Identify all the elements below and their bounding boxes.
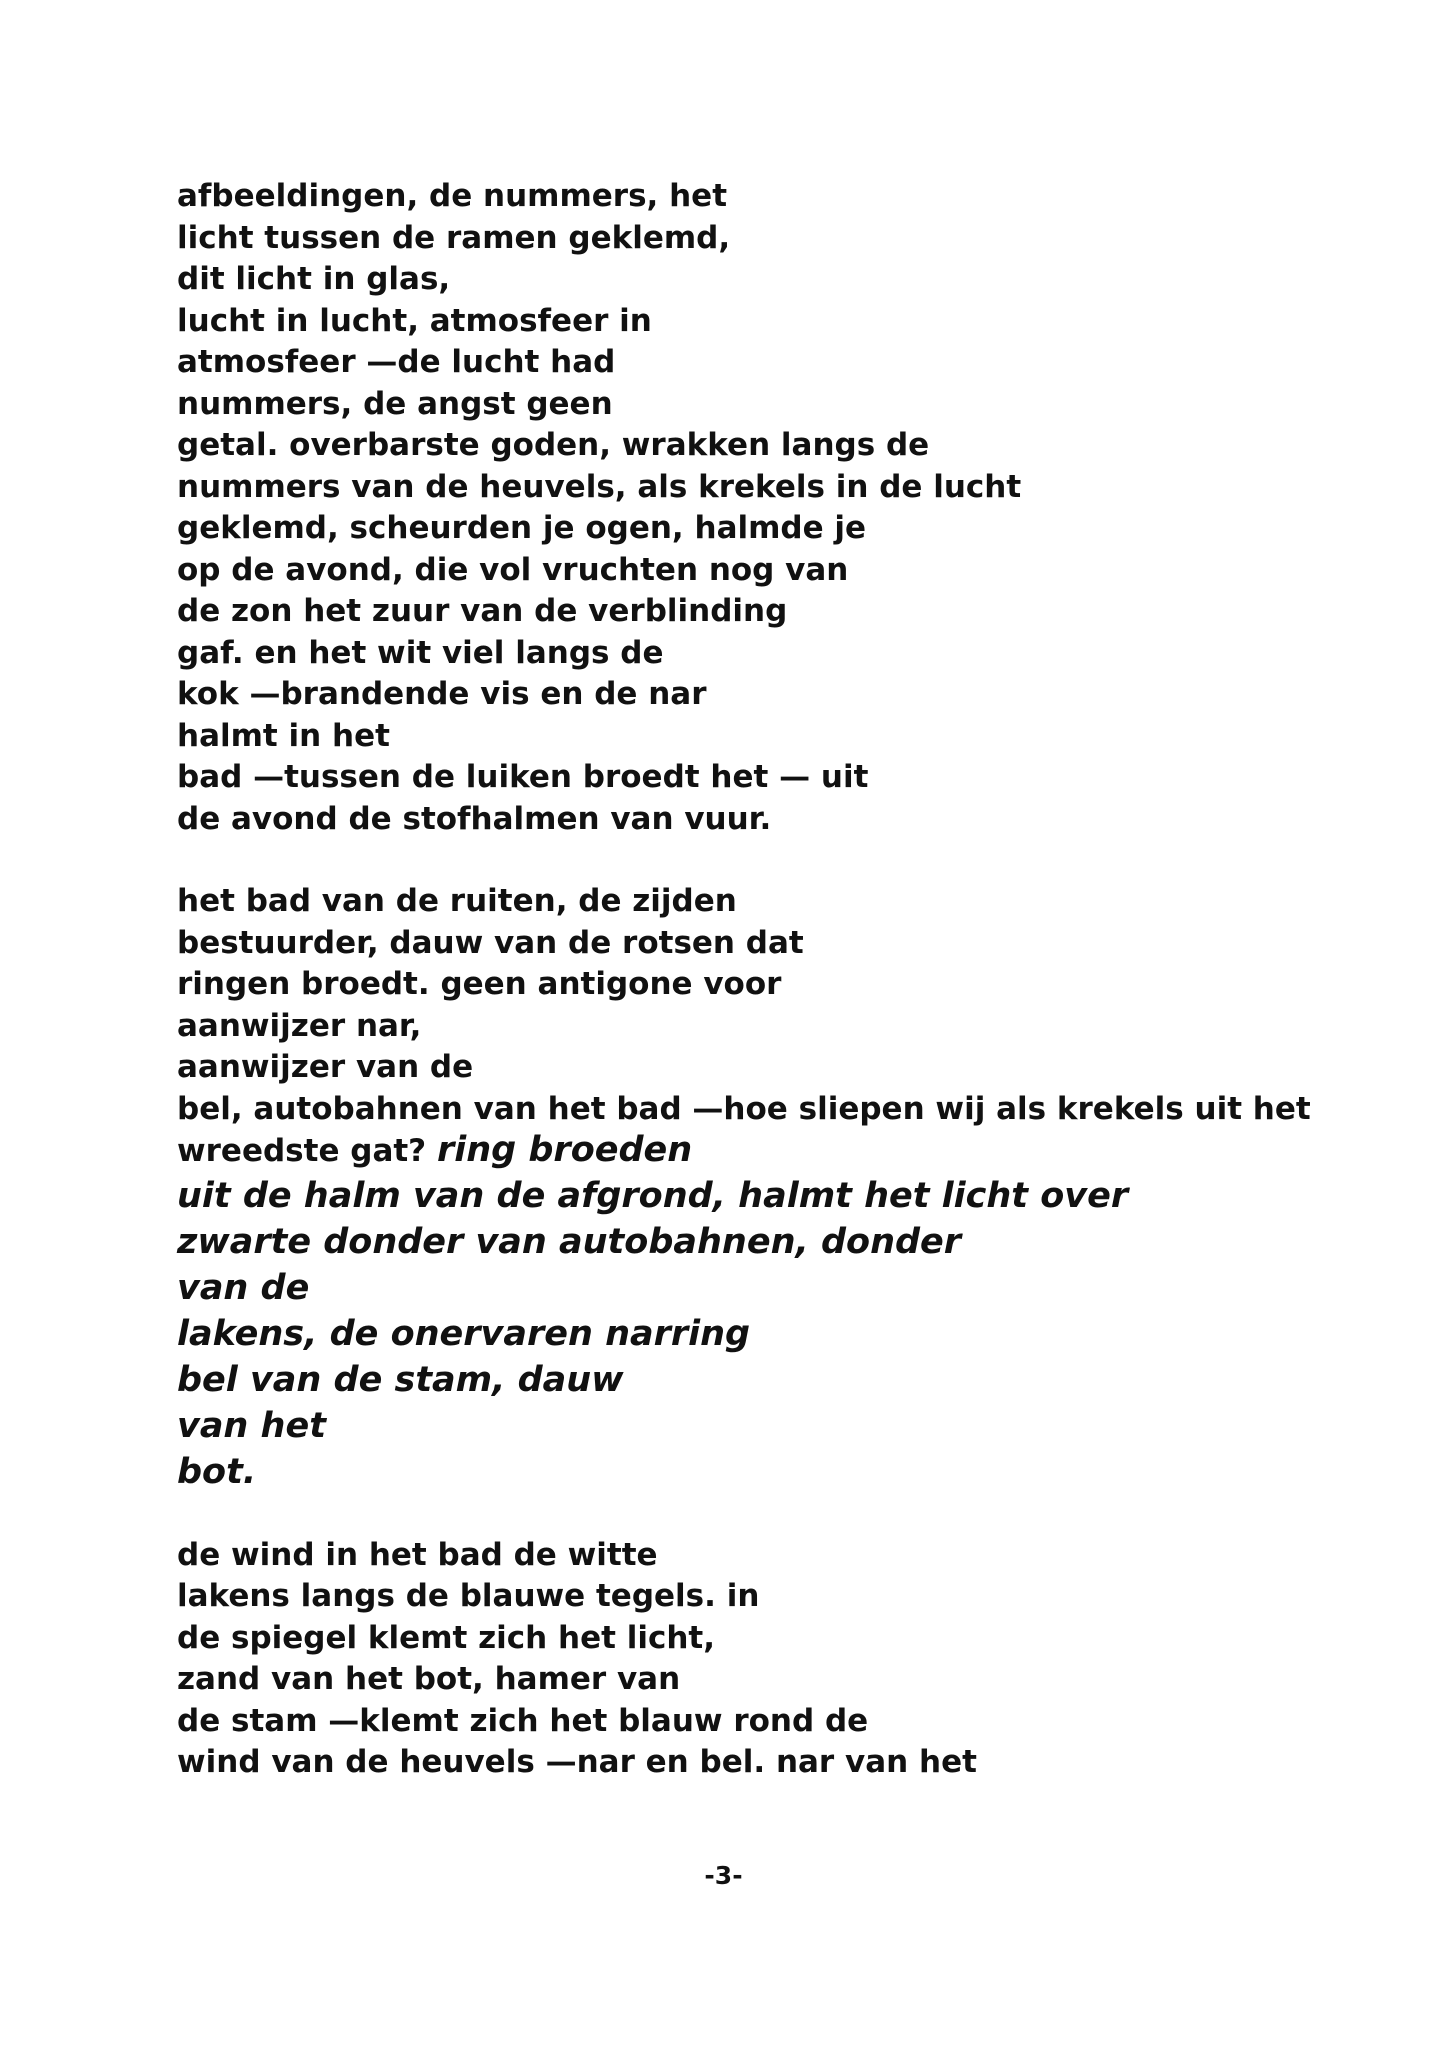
- poem-line: op de avond, die vol vruchten nog van: [177, 551, 849, 588]
- poem-line: wind van de heuvels —nar en bel. nar van het: [177, 1744, 977, 1780]
- poem-line-italic: bot.: [177, 1451, 257, 1492]
- page-number: -3-: [704, 1861, 743, 1890]
- poem-line: bad —tussen de luiken broedt het — uit: [177, 759, 869, 795]
- poem-line: geklemd, scheurden je ogen, halmde je: [177, 510, 867, 546]
- poem-line: lakens langs de blauwe tegels. in: [177, 1578, 760, 1614]
- poem-line: de wind in het bad de witte: [177, 1536, 658, 1573]
- poem-line: bel, autobahnen van het bad —hoe sliepen wij als krekels uit het: [177, 1090, 1311, 1127]
- poem-line: de stam —klemt zich het blauw rond de: [177, 1702, 869, 1739]
- poem-line-italic: lakens, de onervaren narring: [177, 1313, 751, 1354]
- poem-line-italic: zwarte donder van autobahnen, donder: [177, 1221, 962, 1262]
- poem-line: het bad van de ruiten, de zijden: [177, 883, 737, 919]
- poem-line: de avond de stofhalmen van vuur.: [177, 800, 772, 837]
- poem-line: zand van het bot, hamer van: [177, 1661, 681, 1697]
- poem-line: nummers van de heuvels, als krekels in de lucht: [177, 468, 1022, 505]
- poem-line: halmt in het: [177, 717, 390, 754]
- poem-line: licht tussen de ramen geklemd,: [177, 219, 731, 256]
- poem-line-italic: uit de halm van de afgrond, halmt het licht over: [177, 1175, 1129, 1216]
- stanza-3: [177, 1535, 1327, 1784]
- poem-line: atmosfeer —de lucht had: [177, 344, 616, 380]
- poem-line-regular-part: wreedste gat?: [177, 1133, 427, 1169]
- poem-line: nummers, de angst geen: [177, 385, 613, 422]
- poem-line: bestuurder, dauw van de rotsen dat: [177, 924, 804, 961]
- poem-line-italic: van het: [177, 1405, 326, 1446]
- poem-line: ringen broedt. geen antigone voor: [177, 966, 782, 1002]
- poem-line-italic: bel van de stam, dauw: [177, 1359, 624, 1400]
- poem-line: lucht in lucht, atmosfeer in: [177, 302, 652, 339]
- poem-line: aanwijzer nar,: [177, 1007, 422, 1044]
- poem-line: gaf. en het wit viel langs de: [177, 634, 664, 671]
- poem-line: afbeeldingen, de nummers, het: [177, 178, 728, 214]
- stanza-1: [177, 176, 1327, 840]
- poem-line: kok —brandende vis en de nar: [177, 676, 707, 712]
- poem-line: de spiegel klemt zich het licht,: [177, 1619, 716, 1656]
- stanza-break: [177, 1495, 1327, 1535]
- poem-line-italic: van de: [177, 1267, 310, 1308]
- stanza-break: [177, 840, 1327, 881]
- poem-line: getal. overbarste goden, wrakken langs de: [177, 427, 930, 463]
- poem-body: [177, 176, 1327, 1784]
- poem-line: de zon het zuur van de verblinding: [177, 593, 788, 629]
- poem-line: aanwijzer van de: [177, 1049, 474, 1085]
- stanza-2: [177, 881, 1327, 1495]
- poem-line-mixed: [177, 1130, 1327, 1173]
- poem-line-italic-part: ring broeden: [436, 1130, 693, 1170]
- poem-line: dit licht in glas,: [177, 261, 451, 297]
